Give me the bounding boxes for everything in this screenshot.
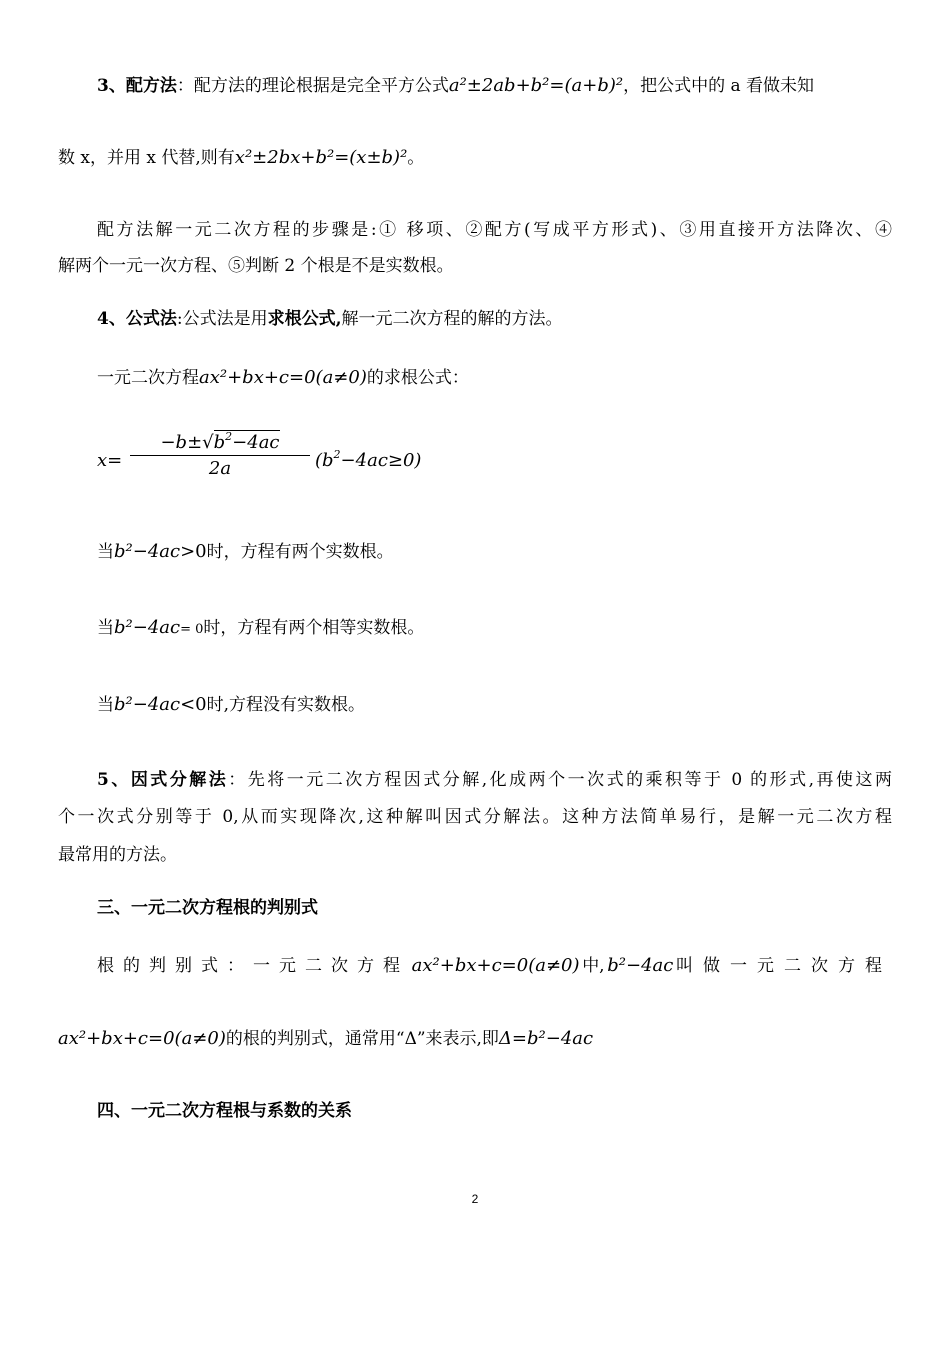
steps-line2: 解两个一元一次方程、⑤判断 2 个根是不是实数根。 bbox=[58, 256, 454, 276]
section4-line2: 一元二次方程ax²+bx+c=0(a≠0)的求根公式： bbox=[97, 367, 469, 388]
perfect-square-formula: a²±2ab+b²=(a+b)² bbox=[448, 75, 624, 96]
page-number: 2 bbox=[471, 1192, 479, 1206]
section3-line2: 数 x，并用 x 代替,则有x²±2bx+b²=(x±b)²。 bbox=[58, 147, 425, 168]
heading-discriminant: 三、一元二次方程根的判别式 bbox=[97, 898, 318, 918]
section4-line1: 4、公式法:公式法是用求根公式,解一元二次方程的解的方法。 bbox=[97, 309, 563, 329]
section4-heading: 4、公式法 bbox=[97, 309, 177, 329]
case-negative: 当b²−4ac<0时,方程没有实数根。 bbox=[97, 694, 366, 715]
section5-line3: 最常用的方法。 bbox=[58, 845, 177, 865]
section3-line1: 3、配方法：配方法的理论根据是完全平方公式a²±2ab+b²=(a+b)²，把公式中的 a 看做未知 bbox=[97, 75, 815, 96]
quadratic-equation: ax²+bx+c=0(a≠0) bbox=[199, 367, 367, 388]
steps-line1: 配方法解一元二次方程的步骤是:① 移项、②配方(写成平方形式)、③用直接开方法降次、④ bbox=[97, 220, 892, 240]
section5-heading: 5、因式分解法 bbox=[97, 770, 229, 790]
substituted-formula: x²±2bx+b²=(x±b)² bbox=[234, 147, 408, 168]
discriminant-line1: 根的判别式：一元二次方程 ax²+bx+c=0(a≠0) 中, b²−4ac 叫做一元二次方程 bbox=[97, 955, 892, 976]
section3-heading: 3、配方法 bbox=[97, 76, 177, 96]
discriminant-line2: ax²+bx+c=0(a≠0)的根的判别式，通常用“Δ”来表示,即Δ=b²−4ac bbox=[58, 1028, 594, 1049]
section5-line1: 5、因式分解法：先将一元二次方程因式分解,化成两个一次式的乘积等于 0 的形式,再使这两 bbox=[97, 770, 892, 790]
heading-vieta: 四、一元二次方程根与系数的关系 bbox=[97, 1101, 352, 1121]
case-positive: 当b²−4ac>0时，方程有两个实数根。 bbox=[97, 541, 394, 562]
case-zero: 当b²−4ac= 0时，方程有两个相等实数根。 bbox=[97, 617, 425, 638]
section5-line2: 个一次式分别等于 0,从而实现降次,这种解叫因式分解法。这种方法简单易行，是解一元二次方程 bbox=[58, 807, 892, 827]
